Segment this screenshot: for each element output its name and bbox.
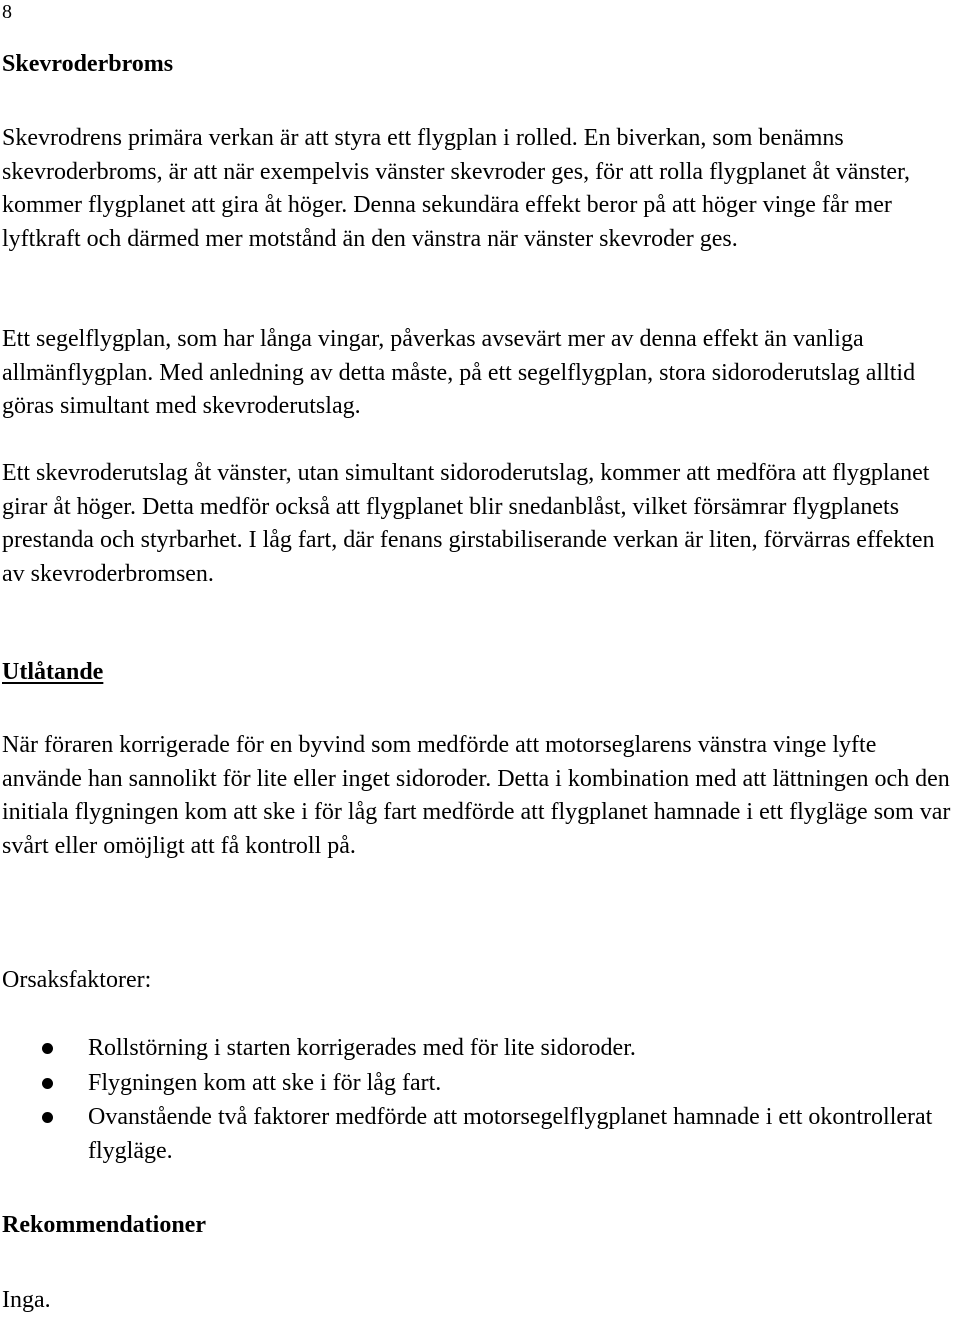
paragraph: Ett segelflygplan, som har långa vingar, påverkas avsevärt mer av denna effekt än vanliga allmänflygplan. Med anledning av detta måste, på ett segelflygplan, stora sidoroderutslag alltid göras simultant med skevroderutslag. — [2, 326, 916, 420]
list-item — [2, 1101, 956, 1168]
list-item-text: Ovanstående två faktorer medförde att motorsegelflygplanet hamnade i ett okontrollerat flygläge. — [88, 1104, 933, 1164]
list-item — [2, 1067, 956, 1101]
section-heading-skevroderbroms: Skevroderbroms — [2, 51, 174, 77]
paragraph: När föraren korrigerade för en byvind som medförde att motorseglarens vänstra vinge lyfte använde han sannolikt för lite eller inget sidoroder. Detta i kombination med att lättningen och den initiala flygningen kom att ske i för låg fart medförde att flygplanet hamnade i ett flygläge som var svårt eller omöjligt att få kontroll på. — [2, 732, 951, 859]
section-heading-orsaksfaktorer: Orsaksfaktorer: — [2, 967, 152, 993]
list-item-text: Rollstörning i starten korrigerades med för lite sidoroder. — [88, 1035, 636, 1061]
section-heading-rekommendationer: Rekommendationer — [2, 1212, 206, 1238]
page-number: 8 — [2, 1, 12, 23]
paragraph: Skevrodrens primära verkan är att styra ett flygplan i rolled. En biverkan, som benämns skevroderbroms, är att när exempelvis vänster skevroder ges, för att rolla flygplanet åt vänster, kommer flygplanet att gira åt höger. Denna sekundära effekt beror på att höger vinge får mer lyftkraft och därmed mer motstånd än den vänstra när vänster skevroder ges. — [2, 125, 911, 252]
list-item — [2, 1032, 956, 1066]
paragraph: Inga. — [2, 1287, 51, 1313]
bullet-icon — [42, 1112, 53, 1123]
bullet-icon — [42, 1078, 53, 1089]
paragraph: Ett skevroderutslag åt vänster, utan simultant sidoroderutslag, kommer att medföra att flygplanet girar åt höger. Detta medför också att flygplanet blir snedanblåst, vilket försämrar flygplanets prestanda och styrbarhet. I låg fart, där fenans girstabiliserande verkan är liten, förvärras effekten av skevroderbromsen. — [2, 460, 935, 587]
cause-factor-list — [2, 1032, 956, 1169]
section-heading-utlatande: Utlåtande — [2, 659, 104, 685]
bullet-icon — [42, 1043, 53, 1054]
list-item-text: Flygningen kom att ske i för låg fart. — [88, 1069, 442, 1096]
